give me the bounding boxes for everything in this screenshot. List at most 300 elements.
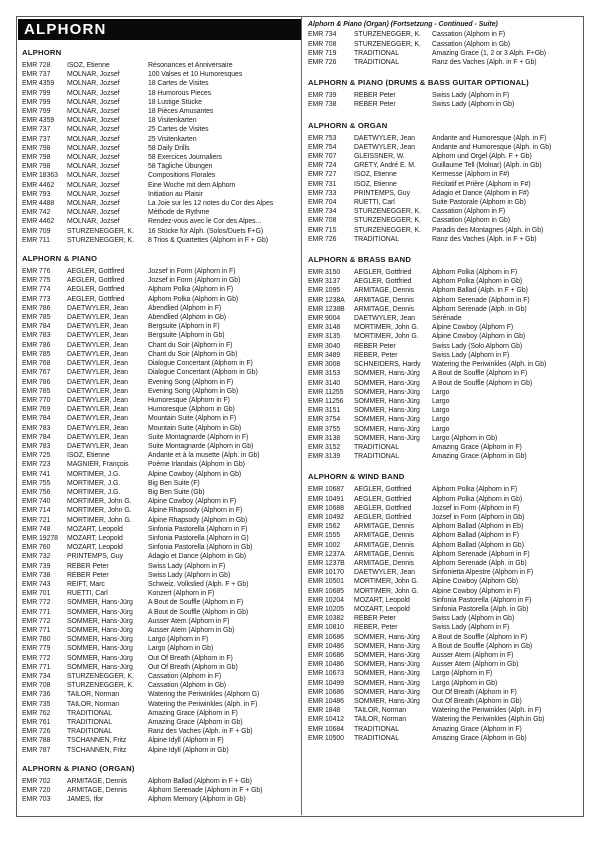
entry-title: Abendlied (Alphorn in Gb) xyxy=(148,314,227,322)
entry-composer: MOLNAR, Jozsef xyxy=(67,126,120,134)
entry-number: EMR 737 xyxy=(22,135,51,143)
entry-composer: MOLNAR, Jozsef xyxy=(67,172,120,180)
entry-composer: TRADITIONAL xyxy=(354,443,400,451)
catalog-entry xyxy=(22,589,299,598)
catalog-entry xyxy=(308,268,580,277)
entry-number: EMR 10685 xyxy=(308,587,344,595)
entry-composer: ISOZ, Etienne xyxy=(67,452,110,460)
entry-composer: MOZART, Leopold xyxy=(67,525,123,533)
catalog-entry xyxy=(308,332,580,341)
entry-title: Alphorn Ballad (Alphorn in F + Gb) xyxy=(148,777,252,785)
entry-number: EMR 11255 xyxy=(308,388,344,396)
entry-number: EMR 10687 xyxy=(308,486,344,494)
catalog-entry xyxy=(22,199,299,208)
catalog-entry xyxy=(22,654,299,663)
catalog-entry xyxy=(22,516,299,525)
entry-composer: SOMMER, Hans-Jürg xyxy=(354,642,420,650)
entry-composer: MAGNIER, François xyxy=(67,461,129,469)
catalog-entry xyxy=(308,614,580,623)
entry-number: EMR 736 xyxy=(22,691,51,699)
entry-number: EMR 772 xyxy=(22,599,51,607)
catalog-entry xyxy=(22,598,299,607)
section-heading: ALPHORN & BRASS BAND xyxy=(308,255,412,265)
catalog-entry xyxy=(308,342,580,351)
entry-title: La Joie sur les 12 notes du Cor des Alpes xyxy=(148,200,274,208)
section-heading: ALPHORN & PIANO (ORGAN) xyxy=(22,763,135,773)
entry-composer: STURZENEGGER, K. xyxy=(67,673,134,680)
entry-composer: ARMITAGE, Dennis xyxy=(354,305,414,313)
entry-title: Watering the Periwinkles (Alphorn G) xyxy=(148,691,260,699)
catalog-entry xyxy=(22,736,299,745)
catalog-entry xyxy=(308,522,580,531)
entry-composer: REBER Peter xyxy=(67,562,109,570)
entry-number: EMR 788 xyxy=(22,737,51,745)
catalog-entry xyxy=(22,341,299,350)
entry-number: EMR 10205 xyxy=(308,605,344,613)
entry-composer: MOLNAR, Jozsef xyxy=(67,108,120,116)
entry-number: EMR 704 xyxy=(308,199,337,207)
entry-composer: AEGLER, Gottfried xyxy=(354,269,412,277)
entry-composer: MORTIMER, John G. xyxy=(354,333,419,341)
catalog-entry xyxy=(308,323,580,332)
entry-title: Alphorn Ballad (Alphorn in F) xyxy=(432,532,520,540)
catalog-entry xyxy=(308,415,580,424)
entry-title: Alpine Idyll (Alphorn in F) xyxy=(148,737,224,745)
entry-title: A Bout de Souffle (Alphorn in Gb) xyxy=(432,642,533,650)
entry-number: EMR 767 xyxy=(22,369,51,377)
entry-number: EMR 1238A xyxy=(308,296,345,304)
catalog-entry xyxy=(308,633,580,642)
entry-composer: REBER Peter xyxy=(67,571,109,579)
entry-composer: ARMITAGE, Dennis xyxy=(354,541,414,549)
entry-composer: REBER Peter xyxy=(354,92,396,100)
entry-composer: SOMMER, Hans-Jürg xyxy=(354,679,420,687)
entry-title: Suite Montagnarde (Alphorn in Gb) xyxy=(148,442,254,450)
entry-number: EMR 785 xyxy=(22,387,51,395)
catalog-entry xyxy=(308,170,580,179)
entry-number: EMR 799 xyxy=(22,89,51,97)
entry-composer: MOLNAR, Jozsef xyxy=(67,190,120,198)
entry-number: EMR 10486 xyxy=(308,661,344,669)
entry-number: EMR 10170 xyxy=(308,569,344,577)
entry-title: Konzert (Alphorn in F) xyxy=(148,590,215,598)
catalog-entry xyxy=(308,605,580,614)
entry-title: Amazing Grace (Alphorn in F) xyxy=(432,443,522,451)
entry-number: EMR 798 xyxy=(22,154,51,162)
entry-number: EMR 738 xyxy=(308,101,337,109)
entry-composer: SCHNEIDERS, Hardy xyxy=(354,361,421,369)
catalog-entry xyxy=(22,424,299,433)
entry-composer: DAETWYLER, Jean xyxy=(67,396,128,404)
entry-composer: AEGLER, Gottfried xyxy=(354,486,412,494)
entry-title: Swiss Lady (Alphorn in Gb) xyxy=(432,615,515,623)
entry-number: EMR 1562 xyxy=(308,523,341,531)
entry-composer: PRINTEMPS, Guy xyxy=(67,553,123,561)
entry-title: Cassation (Alphorn in Gb) xyxy=(432,40,511,48)
entry-composer: TAILOR, Norman xyxy=(67,700,120,708)
entry-title: Out Of Breath (Alphorn in Gb) xyxy=(148,663,238,671)
entry-number: EMR 11256 xyxy=(308,397,344,405)
entry-number: EMR 1237B xyxy=(308,559,345,567)
entry-composer: ISOZ, Etienne xyxy=(67,62,110,69)
entry-number: EMR 775 xyxy=(22,277,51,285)
entry-title: Guillaume Tell (Molnar) (Alph. in Gb) xyxy=(432,162,542,170)
entry-composer: MOLNAR, Jozsef xyxy=(67,154,120,162)
entry-title: Andante and Humoresque (Alph. in Gb) xyxy=(432,143,552,151)
entry-title: Amazing Grace (Alphorn in F) xyxy=(432,725,522,733)
entry-title: Alpine Rhapsody (Alphorn in Gb) xyxy=(148,516,248,524)
entry-composer: MORTIMER, J.G. xyxy=(67,470,121,478)
catalog-entry xyxy=(308,369,580,378)
entry-number: EMR 771 xyxy=(22,663,51,671)
entry-number: EMR 793 xyxy=(22,190,51,198)
entry-number: EMR 783 xyxy=(22,424,51,432)
entry-title: Evening Song (Alphorn in F) xyxy=(148,378,234,386)
entry-title: Alphorn Polka (Alphorn in Gb) xyxy=(148,295,239,303)
entry-title: Kermesse (Alphorn in F#) xyxy=(432,171,510,179)
entry-number: EMR 773 xyxy=(22,295,51,303)
entry-number: EMR 701 xyxy=(22,590,51,598)
catalog-entry xyxy=(22,79,299,88)
entry-number: EMR 4462 xyxy=(22,218,55,226)
entry-number: EMR 707 xyxy=(308,153,337,161)
entry-composer: DAETWYLER, Jean xyxy=(67,314,128,322)
entry-number: EMR 769 xyxy=(22,406,51,414)
entry-number: EMR 738 xyxy=(22,571,51,579)
entry-title: Alpine Idyll (Alphorn in Gb) xyxy=(148,746,229,754)
entry-number: EMR 799 xyxy=(22,108,51,116)
catalog-entry xyxy=(308,161,580,170)
entry-title: Out Of Breath (Alphorn in F) xyxy=(432,688,517,696)
entry-title: Adagio et Dance (Alphorn in F#) xyxy=(432,189,529,197)
catalog-entry xyxy=(22,562,299,571)
catalog-entry xyxy=(22,727,299,736)
catalog-entry xyxy=(308,697,580,706)
catalog-entry xyxy=(22,709,299,718)
entry-title: Jozsef in Form (Alphorn in Gb) xyxy=(432,513,525,521)
page-title: ALPHORN xyxy=(24,21,107,38)
catalog-entry xyxy=(22,313,299,322)
catalog-entry xyxy=(22,331,299,340)
entry-title: Cassation (Alphorn in Gb) xyxy=(148,682,227,690)
catalog-entry xyxy=(22,672,299,681)
entry-number: EMR 702 xyxy=(22,777,51,785)
entry-number: EMR 3489 xyxy=(308,351,341,359)
entry-number: EMR 10486 xyxy=(308,698,344,705)
entry-composer: AEGLER, Gottfried xyxy=(354,495,412,503)
entry-number: EMR 10492 xyxy=(308,513,344,521)
entry-title: Andante and Humoresque (Alph. in F) xyxy=(432,134,547,142)
catalog-entry xyxy=(308,235,580,244)
entry-number: EMR 10491 xyxy=(308,495,344,503)
entry-title: 18 Humorous Pieces xyxy=(148,89,212,97)
entry-composer: SOMMER, Hans-Jürg xyxy=(354,388,420,396)
entry-composer: RUETTI, Carl xyxy=(354,199,395,207)
catalog-entry xyxy=(308,596,580,605)
entry-number: EMR 799 xyxy=(22,98,51,106)
catalog-entry xyxy=(308,189,580,198)
entry-number: EMR 785 xyxy=(22,350,51,358)
entry-title: Alphorn Polka (Alphorn in Gb) xyxy=(432,495,523,503)
catalog-entry xyxy=(308,388,580,397)
entry-number: EMR 3040 xyxy=(308,342,341,350)
entry-number: EMR 3008 xyxy=(308,361,341,369)
catalog-entry xyxy=(22,359,299,368)
entry-title: Alphorn Serenade (Alph. in Gb) xyxy=(432,559,527,567)
entry-title: 16 Stücke für Alph. (Solos/Duets F+G) xyxy=(148,227,264,235)
catalog-entry xyxy=(22,497,299,506)
entry-composer: DAETWYLER, Jean xyxy=(354,143,415,151)
entry-composer: TRADITIONAL xyxy=(67,719,113,727)
entry-number: EMR 726 xyxy=(308,59,337,67)
catalog-entry xyxy=(22,98,299,107)
section-heading: ALPHORN xyxy=(22,48,62,57)
entry-number: EMR 715 xyxy=(308,226,337,234)
entry-composer: DAETWYLER, Jean xyxy=(67,424,128,432)
catalog-entry xyxy=(22,786,299,795)
catalog-entry xyxy=(308,688,580,697)
entry-number: EMR 735 xyxy=(22,700,51,708)
catalog-entry xyxy=(22,190,299,199)
entry-composer: STURZENEGGER, K. xyxy=(354,40,421,48)
entry-title: Evening Song (Alphorn in Gb) xyxy=(148,387,239,395)
catalog-entry xyxy=(22,777,299,786)
entry-title: Suite Montagnarde (Alphorn in F) xyxy=(148,433,249,441)
catalog-entry xyxy=(22,276,299,285)
entry-title: Ausser Atem (Alphorn in F) xyxy=(432,651,514,659)
catalog-entry xyxy=(308,198,580,207)
entry-number: EMR 1002 xyxy=(308,541,341,549)
entry-composer: MORTIMER, John G. xyxy=(67,498,132,506)
catalog-entry xyxy=(22,414,299,423)
entry-number: EMR 10684 xyxy=(308,725,344,733)
entry-title: Récitatif et Prière (Alphorn in F#) xyxy=(432,180,531,188)
entry-number: EMR 772 xyxy=(22,617,51,625)
catalog-entry xyxy=(308,425,580,434)
catalog-entry xyxy=(22,217,299,226)
entry-composer: SOMMER, Hans-Jürg xyxy=(67,636,133,644)
entry-number: EMR 3150 xyxy=(308,269,341,277)
entry-title: Out Of Breath (Alphorn in Gb) xyxy=(432,698,522,705)
entry-title: Alphorn Serenade (Alphorn in F + Gb) xyxy=(148,787,263,795)
catalog-entry xyxy=(308,587,580,596)
catalog-entry xyxy=(22,116,299,125)
entry-title: Amazing Grace (Alphorn in F) xyxy=(148,709,238,717)
catalog-entry xyxy=(22,479,299,488)
entry-composer: JAMES, Ifor xyxy=(67,796,104,804)
entry-composer: ARMITAGE, Dennis xyxy=(354,523,414,531)
entry-title: A Bout de Souffle (Alphorn in Gb) xyxy=(432,379,533,387)
catalog-entry xyxy=(22,681,299,690)
entry-number: EMR 783 xyxy=(22,442,51,450)
entry-title: Poème Irlandais (Alphorn in Gb) xyxy=(148,461,245,469)
catalog-entry xyxy=(308,100,580,109)
entry-number: EMR 9004 xyxy=(308,315,341,323)
catalog-entry xyxy=(308,452,580,461)
entry-composer: AEGLER, Gottfried xyxy=(67,295,125,303)
entry-number: EMR 10382 xyxy=(308,615,344,623)
entry-number: EMR 774 xyxy=(22,286,51,294)
entry-title: Sinfonia Pastorella (Alphorn in G) xyxy=(148,534,249,542)
entry-title: Jozsef in Form (Alphorn in F) xyxy=(432,504,520,512)
entry-number: EMR 732 xyxy=(22,553,51,561)
entry-title: Largo xyxy=(432,397,450,405)
entry-title: Suite Pastorale (Alphorn in Gb) xyxy=(432,199,526,207)
entry-number: EMR 3137 xyxy=(308,278,341,286)
entry-composer: DAETWYLER, Jean xyxy=(67,323,128,331)
catalog-entry xyxy=(22,442,299,451)
entry-title: A Bout de Souffle (Alphorn in F) xyxy=(432,370,528,378)
catalog-entry xyxy=(308,180,580,189)
entry-number: EMR 3754 xyxy=(308,416,341,424)
entry-title: Amazing Grace (Alphorn in Gb) xyxy=(432,453,527,461)
entry-number: EMR 10688 xyxy=(308,504,344,512)
entry-composer: DAETWYLER, Jean xyxy=(67,433,128,441)
catalog-entry xyxy=(308,715,580,724)
entry-composer: TRADITIONAL xyxy=(354,49,400,57)
catalog-entry xyxy=(308,623,580,632)
catalog-entry xyxy=(22,690,299,699)
catalog-entry xyxy=(308,143,580,152)
entry-title: Ranz des Vaches (Alph. in F + Gb) xyxy=(432,235,537,243)
entry-composer: SOMMER, Hans-Jürg xyxy=(67,645,133,653)
entry-title: Big Ben Suite (Gb) xyxy=(148,488,205,496)
entry-title: Sinfonia Pastorella (Alphorn in F) xyxy=(432,596,532,604)
entry-composer: TRADITIONAL xyxy=(354,59,400,67)
catalog-entry xyxy=(308,360,580,369)
catalog-entry xyxy=(22,552,299,561)
entry-composer: MORTIMER, J.G. xyxy=(67,479,121,487)
entry-number: EMR 3151 xyxy=(308,407,341,415)
entry-title: Rendez-vous avec le Cor des Alpes... xyxy=(148,218,262,226)
entry-title: Largo (Alphorn in F) xyxy=(432,670,493,678)
catalog-entry xyxy=(22,525,299,534)
entry-title: Chant du Soir (Alphorn in Gb) xyxy=(148,350,238,358)
entry-composer: AEGLER, Gottfried xyxy=(354,513,412,521)
catalog-entry xyxy=(308,314,580,323)
entry-number: EMR 727 xyxy=(308,171,337,179)
entry-composer: MORTIMER, John G. xyxy=(67,507,132,515)
entry-composer: PRINTEMPS, Guy xyxy=(354,189,410,197)
catalog-entry xyxy=(22,61,299,70)
entry-number: EMR 798 xyxy=(22,163,51,171)
entry-number: EMR 719 xyxy=(308,49,337,57)
entry-composer: DAETWYLER, Jean xyxy=(354,315,415,323)
entry-title: Watering the Periwinkles (Alph. in Gb) xyxy=(432,361,547,369)
entry-title: Méthode de Rythme xyxy=(148,209,210,217)
entry-composer: DAETWYLER, Jean xyxy=(67,415,128,423)
entry-number: EMR 10686 xyxy=(308,651,344,659)
catalog-entry xyxy=(22,135,299,144)
entry-title: Largo (Alphorn in Gb) xyxy=(148,645,214,653)
entry-number: EMR 1095 xyxy=(308,287,341,295)
catalog-entry xyxy=(308,397,580,406)
entry-title: A Bout de Souffle (Alphorn in Gb) xyxy=(148,608,249,616)
entry-title: 58 Exercices Journaliers xyxy=(148,154,222,162)
entry-number: EMR 1848 xyxy=(308,707,341,715)
entry-composer: AEGLER, Gottfired xyxy=(67,277,125,285)
entry-number: EMR 733 xyxy=(308,189,337,197)
entry-number: EMR 721 xyxy=(22,516,51,524)
catalog-entry xyxy=(22,626,299,635)
entry-number: EMR 755 xyxy=(22,479,51,487)
entry-number: EMR 739 xyxy=(308,92,337,100)
entry-composer: DAETWYLER, Jean xyxy=(354,134,415,142)
entry-number: EMR 760 xyxy=(22,544,51,552)
entry-composer: MOZART, Leopold xyxy=(354,605,410,613)
catalog-entry xyxy=(22,405,299,414)
entry-number: EMR 771 xyxy=(22,608,51,616)
catalog-entry xyxy=(22,125,299,134)
entry-title: Ausser Atem (Alphorn in F) xyxy=(148,617,230,625)
entry-composer: SOMMER, Hans-Jürg xyxy=(67,599,133,607)
entry-composer: DAETWYLER, Jean xyxy=(67,387,128,395)
catalog-entry xyxy=(22,700,299,709)
entry-composer: STURZENEGGER, K. xyxy=(354,217,421,225)
entry-number: EMR 785 xyxy=(22,314,51,322)
entry-composer: SOMMER, Hans-Jürg xyxy=(354,698,420,705)
catalog-entry xyxy=(22,617,299,626)
entry-composer: AEGLER, Gottfried xyxy=(67,286,125,294)
entry-number: EMR 786 xyxy=(22,341,51,349)
catalog-entry xyxy=(22,635,299,644)
catalog-entry xyxy=(308,30,580,39)
entry-title: Amazing Grace (Alphorn in Gb) xyxy=(148,719,243,727)
entry-title: Ranz des Vaches (Alph. in F + Gb) xyxy=(432,59,537,67)
entry-composer: SOMMER, Hans-Jürg xyxy=(354,425,420,433)
entry-composer: REBER, Peter xyxy=(354,351,398,359)
catalog-entry xyxy=(22,534,299,543)
entry-composer: RUETTI, Carl xyxy=(67,590,108,598)
catalog-entry xyxy=(22,208,299,217)
catalog-entry xyxy=(308,577,580,586)
catalog-entry xyxy=(308,734,580,743)
catalog-entry xyxy=(308,351,580,360)
entry-composer: TRADITIONAL xyxy=(67,728,113,736)
entry-title: Dialogue Concertant (Alphorn in F) xyxy=(148,360,253,368)
entry-number: EMR 739 xyxy=(22,562,51,570)
catalog-entry xyxy=(22,470,299,479)
entry-number: EMR 19278 xyxy=(22,534,58,542)
entry-number: EMR 756 xyxy=(22,488,51,496)
entry-composer: REBER Peter xyxy=(354,342,396,350)
entry-number: EMR 726 xyxy=(308,235,337,243)
entry-title: 25 Cartes de Visites xyxy=(148,126,209,134)
entry-number: EMR 753 xyxy=(308,134,337,142)
catalog-entry xyxy=(308,379,580,388)
entry-title: Initiation au Plaisir xyxy=(148,190,203,198)
catalog-entry xyxy=(22,285,299,294)
entry-title: Swiss Lady (Alphorn in F) xyxy=(432,92,510,100)
entry-title: Ranz des Vaches (Alph. in F + Gb) xyxy=(148,728,253,736)
entry-composer: SOMMER, Hans-Jürg xyxy=(354,407,420,415)
catalog-entry xyxy=(308,58,580,67)
entry-composer: SOMMER, Hans-Jürg xyxy=(354,651,420,659)
entry-number: EMR 731 xyxy=(308,180,337,188)
entry-composer: MORTIMER, John G. xyxy=(67,516,132,524)
catalog-entry xyxy=(22,236,299,245)
catalog-entry xyxy=(22,378,299,387)
entry-number: EMR 10500 xyxy=(308,734,344,742)
entry-composer: REBER Peter xyxy=(354,101,396,109)
entry-composer: GRETY, André E. M. xyxy=(354,162,416,170)
catalog-entry xyxy=(22,227,299,236)
entry-composer: ARMITAGE, Dennis xyxy=(354,532,414,540)
catalog-entry xyxy=(22,89,299,98)
entry-title: Cassation (Alphorn in F) xyxy=(148,673,222,680)
entry-composer: TSCHANNEN, Fritz xyxy=(67,737,127,745)
entry-number: EMR 703 xyxy=(22,796,51,804)
